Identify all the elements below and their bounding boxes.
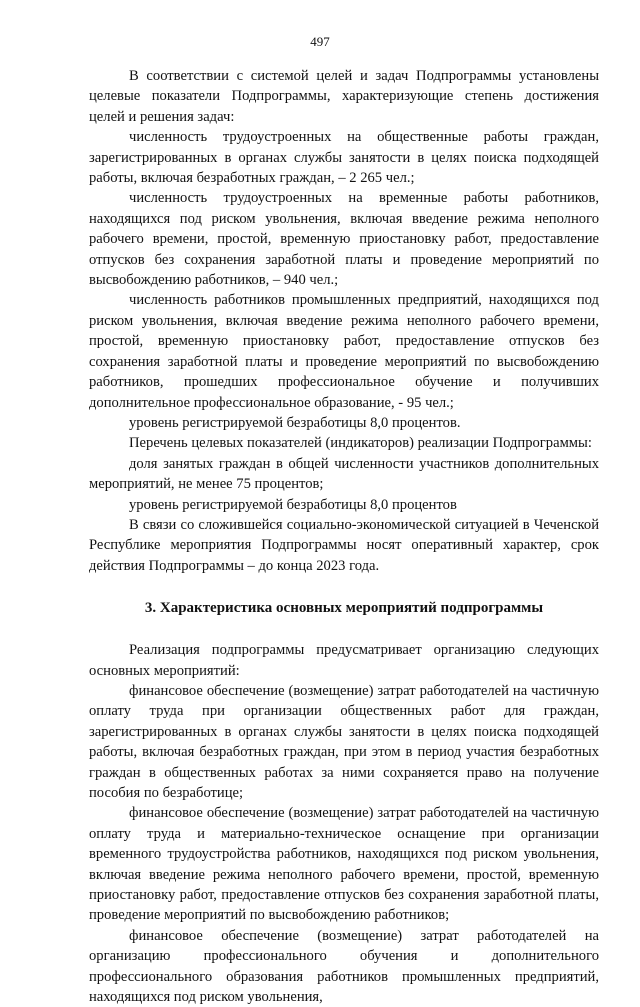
paragraph: численность трудоустроенных на временные работы работников, находящихся под риском увольнения, включая введение режима неполного рабочего времени, простой, временную приостановку работ, предоставление отпусков без сохранения заработной платы и проведение мероприятий по высвобождению работников, – 940 чел.; bbox=[89, 190, 599, 289]
section-heading: 3. Характеристика основных мероприятий подпрограммы bbox=[144, 600, 544, 617]
paragraph: доля занятых граждан в общей численности участников дополнительных мероприятий, не менее 75 процентов; bbox=[89, 455, 599, 493]
paragraph: финансовое обеспечение (возмещение) затрат работодателей на частичную оплату труда при организации общественных работ для граждан, зарегистрированных в органах службы занятости в целях поиска подходящей работы, включая безработных граждан, при этом в период участия безработных граждан в общественных работах за ними сохраняется право на получение пособия по безработице; bbox=[89, 682, 599, 801]
paragraph: численность трудоустроенных на общественные работы граждан, зарегистрированных в органах службы занятости в целях поиска подходящей работы, включая безработных граждан, – 2 265 чел.; bbox=[89, 129, 599, 187]
paragraph: численность работников промышленных предприятий, находящихся под риском увольнения, включая введение режима неполного рабочего времени, простой, временную приостановку работ, предоставление отпусков без сохранения заработной платы и проведение мероприятий по высвобождению работников, прошедших профессиональное обучение и получивших дополнительное профессиональное образование, - 95 чел.; bbox=[89, 292, 599, 411]
paragraph: В связи со сложившейся социально-экономической ситуацией в Чеченской Республике мероприятия Подпрограммы носят оперативный характер, срок действия Подпрограммы – до конца 2023 года. bbox=[89, 516, 599, 574]
paragraph: Перечень целевых показателей (индикаторов) реализации Подпрограммы: bbox=[129, 435, 592, 452]
page-number: 497 bbox=[310, 34, 330, 49]
paragraph: уровень регистрируемой безработицы 8,0 процентов bbox=[129, 496, 457, 513]
paragraph: Реализация подпрограммы предусматривает организацию следующих основных мероприятий: bbox=[89, 642, 599, 679]
document-body bbox=[89, 66, 599, 1007]
paragraph: финансовое обеспечение (возмещение) затрат работодателей на частичную оплату труда и материально-техническое оснащение при организации временного трудоустройства работников, находящихся под риском увольнения, включая введение режима неполного рабочего времени, простой, временную приостановку работ, предоставление отпусков без сохранения заработной платы, проведение мероприятий по высвобождению работников; bbox=[89, 805, 599, 924]
paragraph: уровень регистрируемой безработицы 8,0 процентов. bbox=[129, 414, 461, 431]
paragraph: финансовое обеспечение (возмещение) затрат работодателей на организацию профессионального обучения и дополнительного профессионального образования работников промышленных предприятий, находящихся под риском увольнения, bbox=[89, 927, 599, 1006]
paragraph: В соответствии с системой целей и задач Подпрограммы установлены целевые показатели Подпрограммы, характеризующие степень достижения целей и решения задач: bbox=[89, 68, 599, 125]
